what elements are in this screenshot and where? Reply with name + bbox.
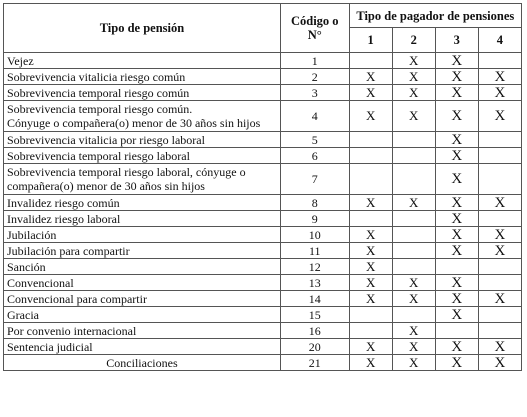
payer-4-mark-cell: X — [478, 291, 521, 307]
pension-type-cell — [4, 53, 281, 69]
code-cell: 2 — [280, 69, 349, 85]
code-cell: 4 — [280, 101, 349, 132]
pension-type-cell — [4, 227, 281, 243]
table-row — [4, 307, 522, 323]
payer-number-3: 3 — [435, 28, 478, 53]
payer-2-mark-cell — [392, 307, 435, 323]
code-cell: 7 — [280, 164, 349, 195]
payer-3-mark-cell: X — [435, 307, 478, 323]
pension-type-line: Sentencia judicial — [7, 339, 93, 354]
table-row — [4, 339, 522, 355]
pension-type-header: Tipo de pensión — [4, 4, 281, 53]
pension-type-line: Invalidez riesgo laboral — [7, 211, 121, 226]
payer-1-mark-cell: X — [349, 85, 392, 101]
table-row — [4, 195, 522, 211]
pension-type-cell — [4, 148, 281, 164]
pension-type-line: Jubilación — [7, 227, 57, 242]
payer-4-mark-cell — [478, 53, 521, 69]
payer-3-mark-cell: X — [435, 53, 478, 69]
pension-type-line: Sobrevivencia temporal riesgo común. — [7, 102, 193, 116]
pension-type-cell — [4, 211, 281, 227]
pension-type-cell — [4, 195, 281, 211]
pension-type-cell — [4, 307, 281, 323]
code-cell: 21 — [280, 355, 349, 371]
payer-number-4: 4 — [478, 28, 521, 53]
table-row — [4, 275, 522, 291]
pension-type-line: Sobrevivencia vitalicia riesgo común — [7, 69, 186, 84]
payer-4-mark-cell — [478, 307, 521, 323]
payer-3-mark-cell: X — [435, 227, 478, 243]
code-cell: 12 — [280, 259, 349, 275]
payer-1-mark-cell — [349, 211, 392, 227]
pension-type-cell — [4, 291, 281, 307]
code-cell: 13 — [280, 275, 349, 291]
pension-type-line: Sobrevivencia vitalicia por riesgo laboral — [7, 132, 205, 147]
payer-4-mark-cell — [478, 132, 521, 148]
payer-3-mark-cell: X — [435, 355, 478, 371]
pension-type-line: compañera(o) menor de 30 años sin hijos — [7, 179, 205, 193]
code-cell: 9 — [280, 211, 349, 227]
pension-type-line: Invalidez riesgo común — [7, 195, 120, 210]
payer-3-mark-cell: X — [435, 132, 478, 148]
pension-type-cell — [4, 323, 281, 339]
payer-1-mark-cell: X — [349, 355, 392, 371]
payer-2-mark-cell: X — [392, 323, 435, 339]
payer-2-mark-cell: X — [392, 275, 435, 291]
table-header — [4, 4, 522, 53]
payer-1-mark-cell — [349, 53, 392, 69]
pension-type-line: Sanción — [7, 259, 46, 274]
pension-type-line: Por convenio internacional — [7, 323, 137, 338]
payer-3-mark-cell: X — [435, 164, 478, 195]
payer-3-mark-cell: X — [435, 101, 478, 132]
pension-type-line: Sobrevivencia temporal riesgo laboral, cónyuge o — [7, 165, 246, 179]
payer-type-header: Tipo de pagador de pensiones — [349, 4, 521, 28]
pension-type-line: Convencional — [7, 275, 74, 290]
payer-1-mark-cell: X — [349, 195, 392, 211]
code-cell: 1 — [280, 53, 349, 69]
payer-1-mark-cell: X — [349, 69, 392, 85]
payer-3-mark-cell — [435, 323, 478, 339]
payer-2-mark-cell: X — [392, 339, 435, 355]
code-cell: 20 — [280, 339, 349, 355]
pension-type-line: Cónyuge o compañera(o) menor de 30 años sin hijos — [7, 116, 261, 130]
payer-1-mark-cell: X — [349, 275, 392, 291]
code-cell: 8 — [280, 195, 349, 211]
table-row — [4, 132, 522, 148]
code-cell: 6 — [280, 148, 349, 164]
payer-3-mark-cell: X — [435, 291, 478, 307]
table-row — [4, 291, 522, 307]
table-row — [4, 101, 522, 132]
pension-type-cell — [4, 243, 281, 259]
payer-1-mark-cell — [349, 148, 392, 164]
code-cell: 14 — [280, 291, 349, 307]
payer-1-mark-cell: X — [349, 227, 392, 243]
payer-4-mark-cell — [478, 323, 521, 339]
payer-2-mark-cell: X — [392, 101, 435, 132]
payer-3-mark-cell: X — [435, 243, 478, 259]
pension-type-line: Sobrevivencia temporal riesgo laboral — [7, 148, 190, 163]
pension-type-cell — [4, 355, 281, 371]
payer-4-mark-cell — [478, 164, 521, 195]
payer-1-mark-cell: X — [349, 291, 392, 307]
code-header: Código o N° — [280, 4, 349, 53]
payer-4-mark-cell: X — [478, 101, 521, 132]
pension-type-line: Jubilación para compartir — [7, 243, 130, 258]
code-cell: 15 — [280, 307, 349, 323]
table-row — [4, 211, 522, 227]
payer-1-mark-cell — [349, 132, 392, 148]
payer-1-mark-cell — [349, 164, 392, 195]
payer-1-mark-cell — [349, 323, 392, 339]
table-row — [4, 243, 522, 259]
pension-type-cell — [4, 85, 281, 101]
payer-3-mark-cell: X — [435, 148, 478, 164]
pension-type-line: Sobrevivencia temporal riesgo común — [7, 85, 190, 100]
payer-1-mark-cell — [349, 307, 392, 323]
pension-types-table — [3, 3, 522, 371]
payer-3-mark-cell — [435, 259, 478, 275]
payer-4-mark-cell: X — [478, 227, 521, 243]
code-cell: 16 — [280, 323, 349, 339]
pension-type-cell — [4, 101, 281, 132]
payer-4-mark-cell: X — [478, 195, 521, 211]
table-row — [4, 227, 522, 243]
payer-number-1: 1 — [349, 28, 392, 53]
table-row — [4, 85, 522, 101]
table-row — [4, 53, 522, 69]
payer-4-mark-cell: X — [478, 355, 521, 371]
payer-number-2: 2 — [392, 28, 435, 53]
payer-3-mark-cell: X — [435, 211, 478, 227]
code-cell: 5 — [280, 132, 349, 148]
payer-3-mark-cell: X — [435, 195, 478, 211]
pension-type-line: Conciliaciones — [106, 355, 178, 370]
payer-1-mark-cell: X — [349, 339, 392, 355]
table-row — [4, 259, 522, 275]
payer-4-mark-cell — [478, 259, 521, 275]
payer-4-mark-cell: X — [478, 339, 521, 355]
payer-1-mark-cell: X — [349, 101, 392, 132]
pension-type-cell — [4, 259, 281, 275]
code-cell: 10 — [280, 227, 349, 243]
table-row — [4, 323, 522, 339]
payer-4-mark-cell — [478, 148, 521, 164]
pension-type-line: Gracia — [7, 307, 39, 322]
payer-2-mark-cell — [392, 148, 435, 164]
payer-2-mark-cell: X — [392, 291, 435, 307]
payer-3-mark-cell: X — [435, 275, 478, 291]
payer-1-mark-cell: X — [349, 243, 392, 259]
payer-4-mark-cell — [478, 275, 521, 291]
payer-2-mark-cell: X — [392, 53, 435, 69]
payer-4-mark-cell — [478, 211, 521, 227]
pension-type-line: Convencional para compartir — [7, 291, 147, 306]
payer-2-mark-cell — [392, 132, 435, 148]
table-row — [4, 148, 522, 164]
pension-type-cell — [4, 132, 281, 148]
payer-2-mark-cell — [392, 259, 435, 275]
pension-type-cell — [4, 69, 281, 85]
payer-2-mark-cell: X — [392, 195, 435, 211]
payer-2-mark-cell — [392, 243, 435, 259]
pension-type-cell — [4, 275, 281, 291]
payer-2-mark-cell — [392, 164, 435, 195]
code-cell: 11 — [280, 243, 349, 259]
payer-4-mark-cell: X — [478, 243, 521, 259]
table-row — [4, 164, 522, 195]
payer-3-mark-cell: X — [435, 69, 478, 85]
code-cell: 3 — [280, 85, 349, 101]
payer-1-mark-cell: X — [349, 259, 392, 275]
payer-2-mark-cell — [392, 227, 435, 243]
table-row — [4, 69, 522, 85]
table-row — [4, 355, 522, 371]
payer-4-mark-cell: X — [478, 69, 521, 85]
table-body — [4, 53, 522, 371]
pension-type-cell — [4, 339, 281, 355]
payer-2-mark-cell: X — [392, 355, 435, 371]
payer-3-mark-cell: X — [435, 339, 478, 355]
payer-2-mark-cell: X — [392, 85, 435, 101]
pension-type-line: Vejez — [7, 53, 34, 68]
pension-type-cell — [4, 164, 281, 195]
payer-2-mark-cell: X — [392, 69, 435, 85]
payer-2-mark-cell — [392, 211, 435, 227]
payer-4-mark-cell: X — [478, 85, 521, 101]
payer-3-mark-cell: X — [435, 85, 478, 101]
